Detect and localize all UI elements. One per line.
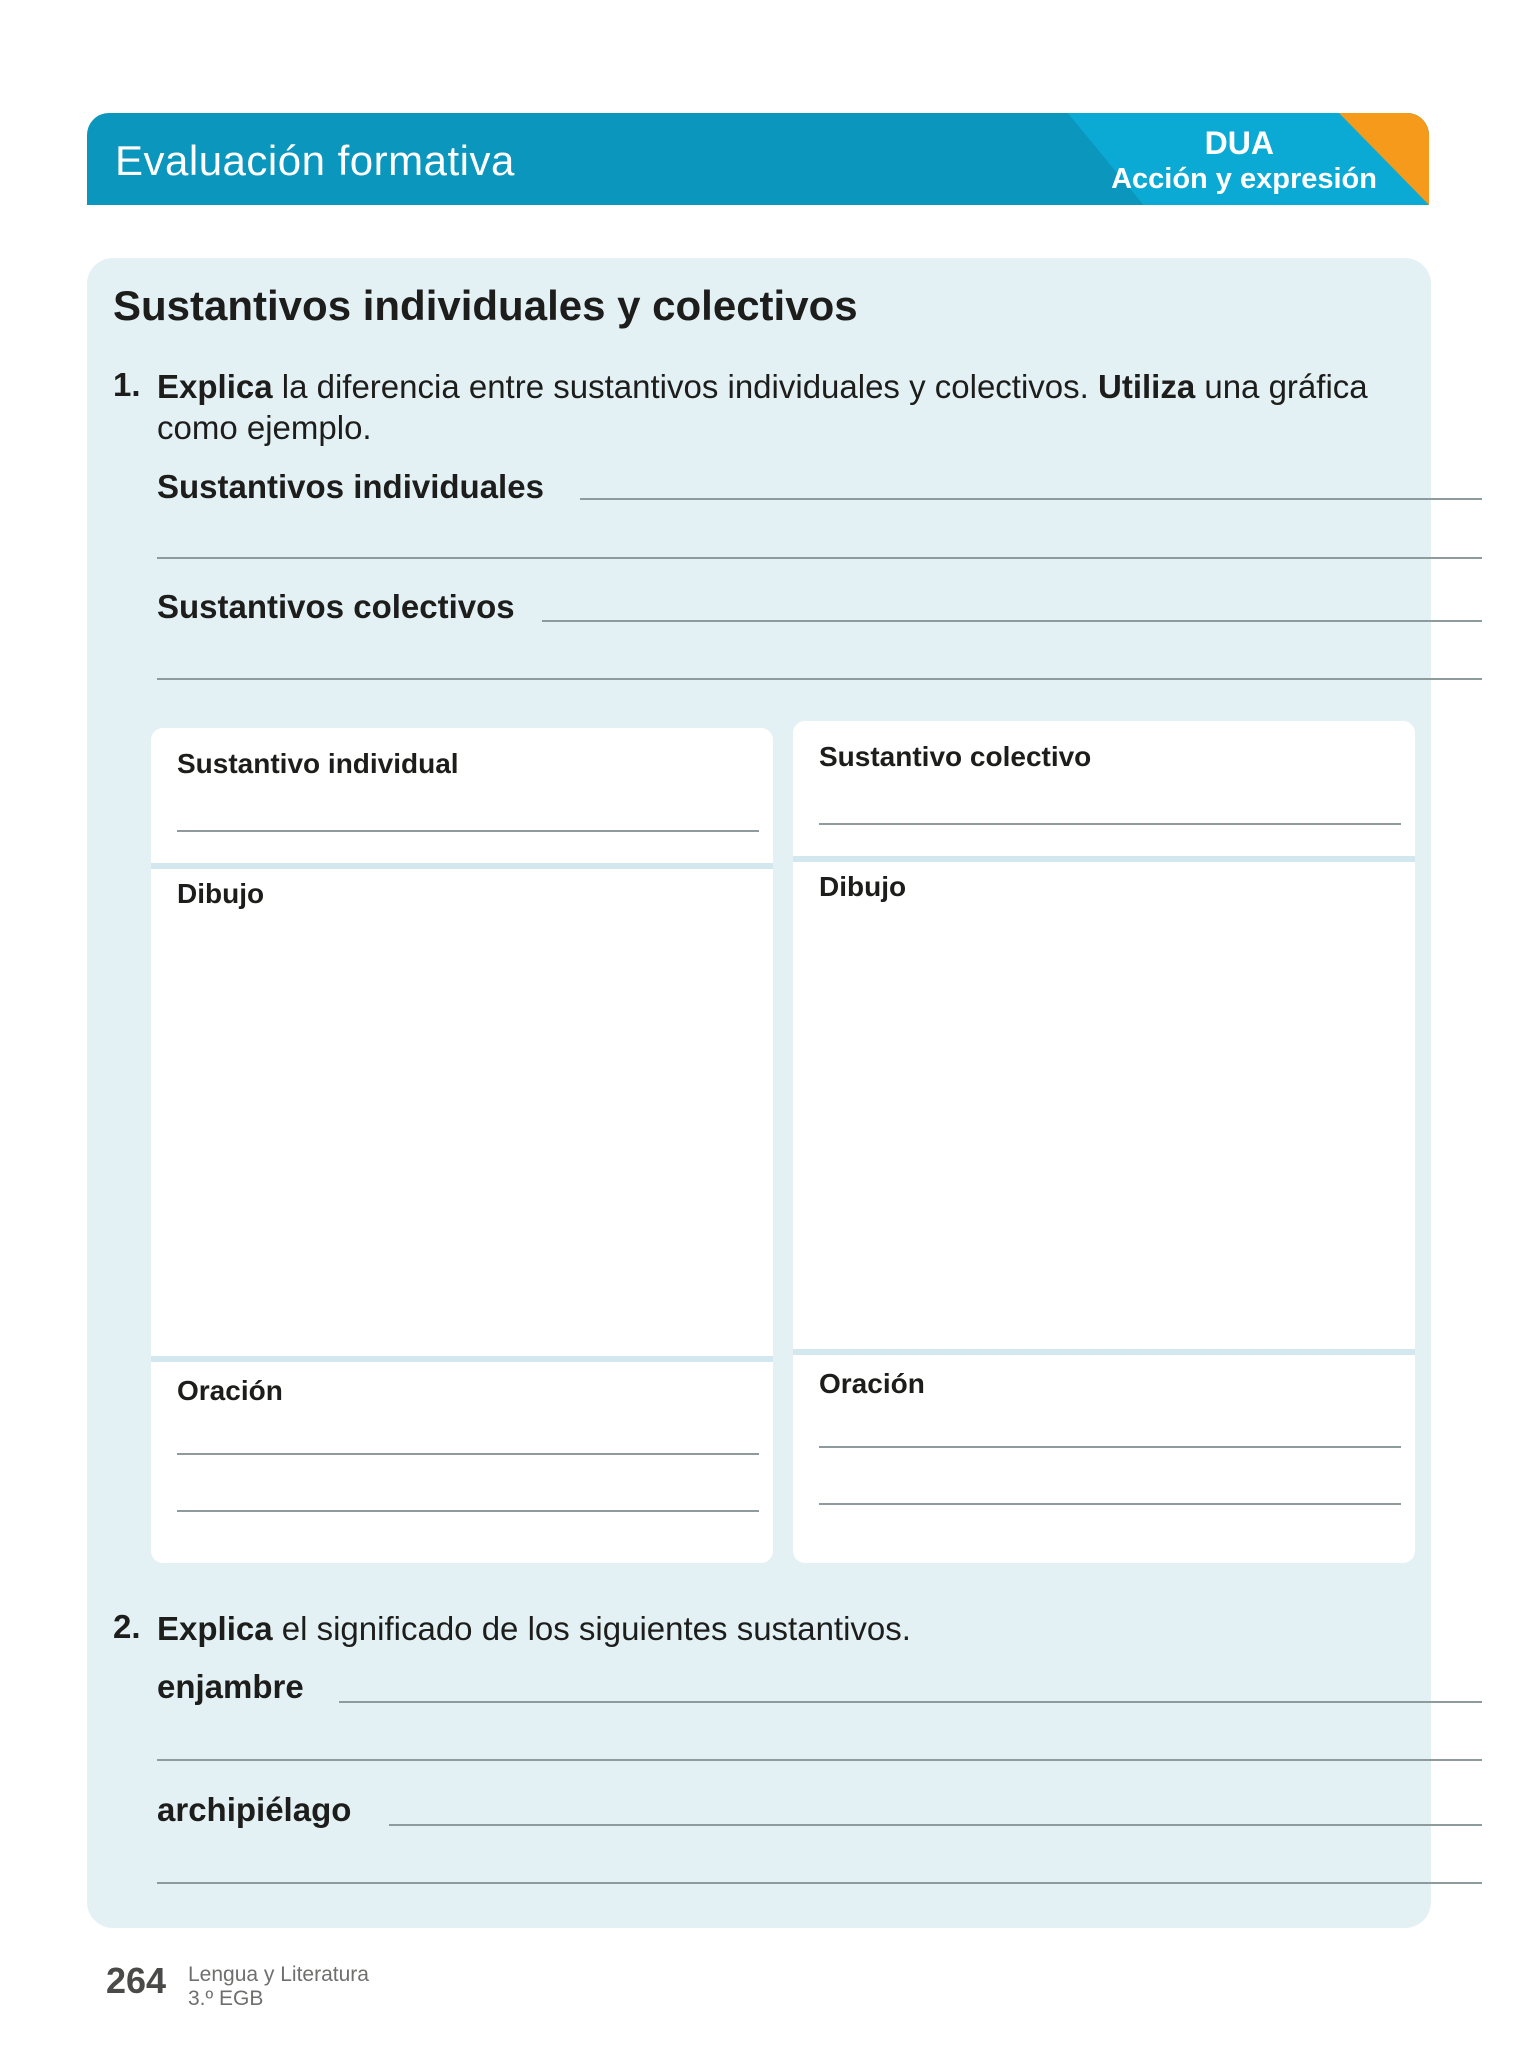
answer-line-enjambre[interactable] — [339, 1701, 1482, 1703]
card-left-drawing-area[interactable] — [151, 918, 773, 1348]
card-right-divider-2 — [793, 1349, 1415, 1355]
card-sustantivo-individual — [151, 728, 773, 1563]
footer-subject: Lengua y Literatura — [188, 1963, 369, 1986]
page-number: 264 — [106, 1960, 167, 2001]
card-right-divider-1 — [793, 856, 1415, 862]
question-1-number: 1. — [113, 366, 141, 403]
field-label-individuales: Sustantivos individuales — [157, 468, 544, 505]
dua-subtitle: Acción y expresión — [1111, 163, 1377, 195]
footer-grade: 3.º EGB — [188, 1987, 264, 2010]
card-right-drawing-area[interactable] — [793, 911, 1415, 1341]
question-1-text — [157, 366, 1387, 448]
card-right-answer-line[interactable] — [819, 823, 1401, 825]
field-label-colectivos: Sustantivos colectivos — [157, 588, 515, 625]
answer-line-archipielago[interactable] — [389, 1824, 1482, 1826]
question-2-number: 2. — [113, 1608, 141, 1645]
exercise-panel — [87, 258, 1431, 1928]
card-left-oracion-line-2[interactable] — [177, 1510, 759, 1512]
question-2-text — [157, 1608, 1387, 1649]
word-label-archipielago: archipiélago — [157, 1791, 352, 1828]
card-left-dibujo-label: Dibujo — [177, 878, 265, 909]
card-right-oracion-line-1[interactable] — [819, 1446, 1401, 1448]
card-right-oracion-line-2[interactable] — [819, 1503, 1401, 1505]
section-title: Sustantivos individuales y colectivos — [113, 282, 858, 329]
page-header — [87, 113, 1429, 205]
question-1-verb-explica: Explica — [157, 368, 273, 405]
card-left-oracion-line-1[interactable] — [177, 1453, 759, 1455]
question-1-verb-utiliza: Utiliza — [1098, 368, 1196, 405]
question-2-text-body: el significado de los siguientes sustantivos. — [272, 1610, 911, 1647]
card-right-oracion-label: Oración — [819, 1368, 925, 1399]
card-left-answer-line[interactable] — [177, 830, 759, 832]
card-right-title: Sustantivo colectivo — [819, 741, 1092, 772]
card-left-divider-2 — [151, 1356, 773, 1362]
card-left-oracion-label: Oración — [177, 1375, 283, 1406]
question-2-verb-explica: Explica — [157, 1610, 273, 1647]
header-title: Evaluación formativa — [115, 137, 515, 184]
answer-line-colectivos[interactable] — [542, 620, 1482, 622]
answer-line-individuales[interactable] — [580, 498, 1482, 500]
card-left-title: Sustantivo individual — [177, 748, 459, 779]
word-label-enjambre: enjambre — [157, 1668, 304, 1705]
question-1-text-part2: una gráfica como ejemplo. — [157, 368, 1368, 446]
answer-line-colectivos-2[interactable] — [157, 678, 1482, 680]
dua-label: DUA — [1204, 125, 1274, 161]
answer-line-individuales-2[interactable] — [157, 557, 1482, 559]
card-left-divider-1 — [151, 863, 773, 869]
question-1-text-part1: la diferencia entre sustantivos individuales y colectivos. — [272, 368, 1098, 405]
answer-line-archipielago-2[interactable] — [157, 1882, 1482, 1884]
answer-line-enjambre-2[interactable] — [157, 1759, 1482, 1761]
card-right-dibujo-label: Dibujo — [819, 871, 907, 902]
card-sustantivo-colectivo — [793, 721, 1415, 1563]
